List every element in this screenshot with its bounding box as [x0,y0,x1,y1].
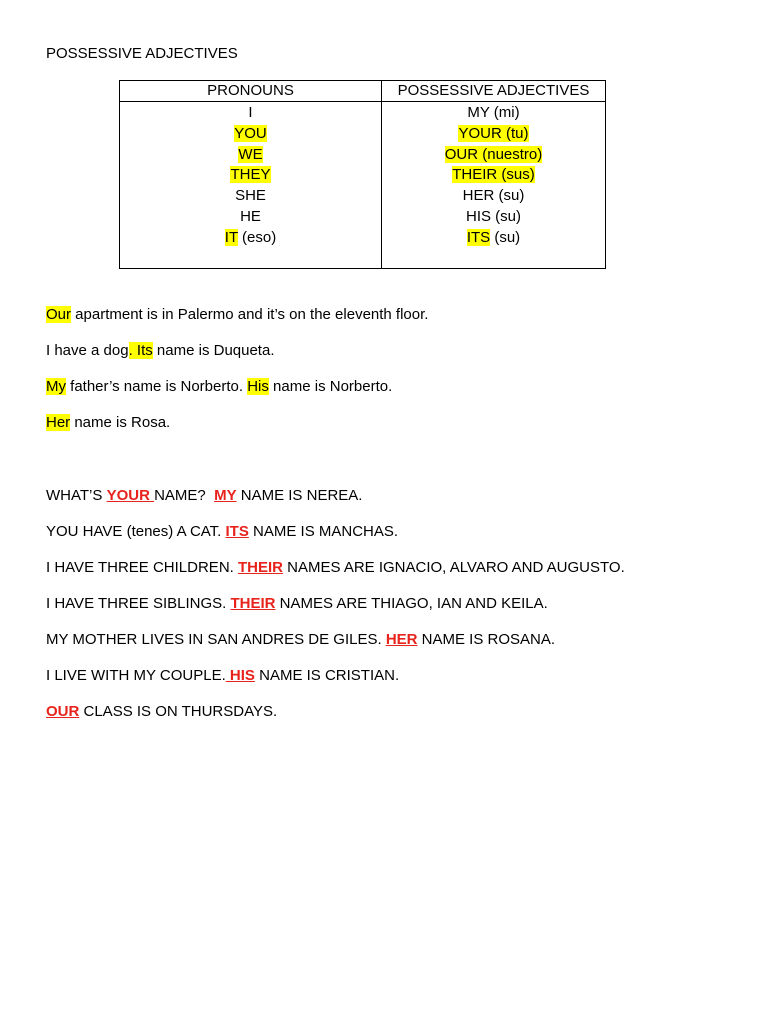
exercise-sentence [46,630,555,650]
sentence-text: NAME IS CRISTIAN. [254,667,400,684]
answer-word: HIS [225,667,255,684]
sentence-text: NAME IS MANCHAS. [248,523,399,540]
sentence-text: CLASS IS ON THURSDAYS. [79,703,278,720]
exercise-sentence [46,702,277,722]
adjectives-cell [382,102,606,269]
sentence-text: name is Norberto. [268,378,393,395]
sentence-text: father’s name is Norberto. [66,378,248,395]
pronoun-text: SHE [235,187,266,205]
adjective-item [382,145,605,166]
sentence-text: NAME? [154,487,215,504]
answer-word: MY [214,487,237,504]
column-header-pronouns: PRONOUNS [120,81,382,102]
answer-word: THEIR [230,595,276,612]
adjective-text: MY (mi) [467,104,520,121]
adjective-text-highlighted: THEIR (sus) [452,166,535,184]
sentence-text: WHAT’S [46,487,107,504]
exercise-sentence [46,594,548,614]
pronoun-item [120,228,381,249]
exercise-sentence [46,558,625,578]
sentence-text: I HAVE THREE SIBLINGS. [46,595,231,612]
exercise-sentence [46,666,399,686]
adjective-text-highlighted: ITS [466,228,491,246]
sentence-text: NAMES ARE THIAGO, IAN AND KEILA. [275,595,548,612]
pronoun-text-highlighted: WE [238,145,263,163]
sentence-text: name is Duqueta. [152,342,275,359]
pronoun-text-highlighted: THEY [230,166,271,184]
pronoun-item [120,207,381,228]
pronoun-translation: (eso) [237,228,277,246]
pronoun-text: HE [240,207,261,225]
column-header-possessive: POSSESSIVE ADJECTIVES [382,81,606,102]
adjective-text-highlighted: YOUR (tu) [458,124,529,142]
adjective-item [382,124,605,145]
sentence-text: NAME IS ROSANA. [417,631,556,648]
pronoun-item [120,124,381,145]
pronoun-item [120,145,381,166]
exercise-sentence [46,486,362,506]
highlighted-word: My [46,378,66,395]
adjective-item [382,186,605,207]
pronouns-cell [120,102,382,269]
adjective-translation: (su) [490,228,521,246]
document-title: POSSESSIVE ADJECTIVES [46,45,238,62]
sentence-text: I LIVE WITH MY COUPLE. [46,667,226,684]
sentence-text: I HAVE THREE CHILDREN. [46,559,238,576]
pronoun-item [120,186,381,207]
answer-word: THEIR [237,559,283,576]
adjective-text: HIS (su) [465,207,521,225]
example-sentence [46,341,275,361]
exercise-sentence [46,522,398,542]
adjective-item [382,207,605,228]
possessive-table [119,80,606,269]
adjective-text: HER (su) [462,187,525,205]
pronoun-text: I [248,104,253,121]
highlighted-word: His [247,378,269,395]
highlighted-word: Her [46,414,71,431]
adjective-item [382,103,605,124]
pronoun-text-highlighted: YOU [234,124,267,142]
example-sentence [46,413,170,433]
sentence-text: NAME IS NEREA. [236,487,363,504]
pronoun-text-highlighted: IT [224,228,238,246]
highlighted-word: . Its [128,342,153,359]
sentence-text: name is Rosa. [70,414,171,431]
example-sentence [46,377,392,397]
highlighted-word: Our [46,306,72,323]
table-body-row [120,102,606,269]
pronoun-item [120,103,381,124]
answer-word: ITS [225,523,249,540]
sentence-text: apartment is in Palermo and it’s on the eleventh floor. [71,306,429,323]
example-sentence [46,305,428,325]
adjective-item [382,165,605,186]
table-header-row [120,81,606,102]
answer-word: OUR [46,703,80,720]
sentence-text: I have a dog [46,342,129,359]
sentence-text: YOU HAVE (tenes) A CAT. [46,523,226,540]
answer-word: HER [385,631,418,648]
sentence-text: MY MOTHER LIVES IN SAN ANDRES DE GILES. [46,631,386,648]
adjective-item [382,228,605,249]
adjective-text-highlighted: OUR (nuestro) [444,145,543,163]
answer-word: YOUR [106,487,155,504]
sentence-text: NAMES ARE IGNACIO, ALVARO AND AUGUSTO. [282,559,625,576]
pronoun-item [120,165,381,186]
